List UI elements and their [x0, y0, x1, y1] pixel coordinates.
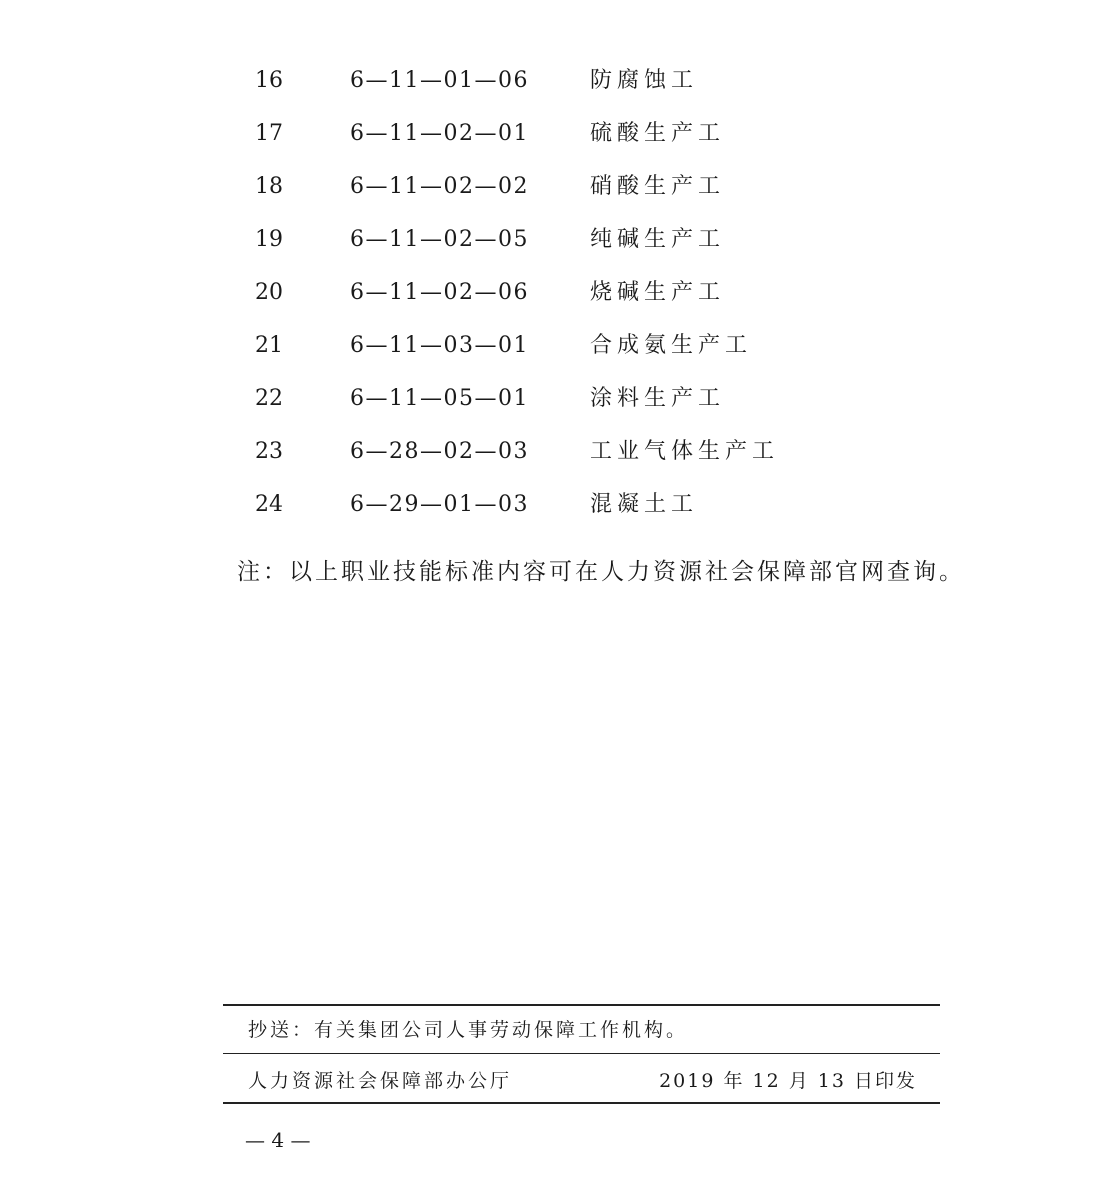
cc-recipients: 抄送：有关集团公司人事劳动保障工作机构。 — [248, 1019, 689, 1041]
footer-bottom-rule — [223, 1102, 940, 1104]
table-row — [0, 386, 1093, 426]
row-number: 23 — [255, 439, 283, 464]
occupation-name: 硝酸生产工 — [590, 174, 726, 199]
issue-date: 2019 年 12 月 13 日印发 — [659, 1070, 917, 1092]
table-row — [0, 227, 1093, 267]
occupation-name: 硫酸生产工 — [590, 121, 726, 146]
occupation-name: 纯碱生产工 — [590, 227, 726, 252]
occupation-code: 6—11—02—05 — [350, 227, 529, 252]
occupation-code: 6—11—02—06 — [350, 280, 529, 305]
row-number: 24 — [255, 492, 283, 517]
occupation-code: 6—11—01—06 — [350, 68, 529, 93]
table-row — [0, 439, 1093, 479]
occupation-name: 工业气体生产工 — [590, 439, 780, 464]
occupation-code: 6—29—01—03 — [350, 492, 529, 517]
row-number: 16 — [255, 68, 283, 93]
footer-top-rule — [223, 1004, 940, 1006]
occupation-code: 6—11—05—01 — [350, 386, 529, 411]
table-row — [0, 121, 1093, 161]
table-row — [0, 333, 1093, 373]
occupation-code: 6—28—02—03 — [350, 439, 529, 464]
table-row — [0, 492, 1093, 532]
page-number: — 4 — — [245, 1128, 311, 1152]
occupation-name: 防腐蚀工 — [590, 68, 699, 93]
row-number: 21 — [255, 333, 283, 358]
issuing-office: 人力资源社会保障部办公厅 — [248, 1070, 513, 1092]
occupation-code: 6—11—03—01 — [350, 333, 529, 358]
table-row — [0, 280, 1093, 320]
row-number: 19 — [255, 227, 283, 252]
table-row — [0, 174, 1093, 214]
occupation-code: 6—11—02—02 — [350, 174, 529, 199]
occupation-code: 6—11—02—01 — [350, 121, 529, 146]
occupation-name: 合成氨生产工 — [590, 333, 753, 358]
occupation-name: 烧碱生产工 — [590, 280, 726, 305]
row-number: 20 — [255, 280, 283, 305]
table-note: 注：以上职业技能标准内容可在人力资源社会保障部官网查询。 — [237, 559, 965, 585]
row-number: 17 — [255, 121, 283, 146]
row-number: 22 — [255, 386, 283, 411]
table-row — [0, 68, 1093, 108]
occupation-name: 混凝土工 — [590, 492, 699, 517]
occupation-name: 涂料生产工 — [590, 386, 726, 411]
row-number: 18 — [255, 174, 283, 199]
footer-middle-rule — [223, 1053, 940, 1054]
